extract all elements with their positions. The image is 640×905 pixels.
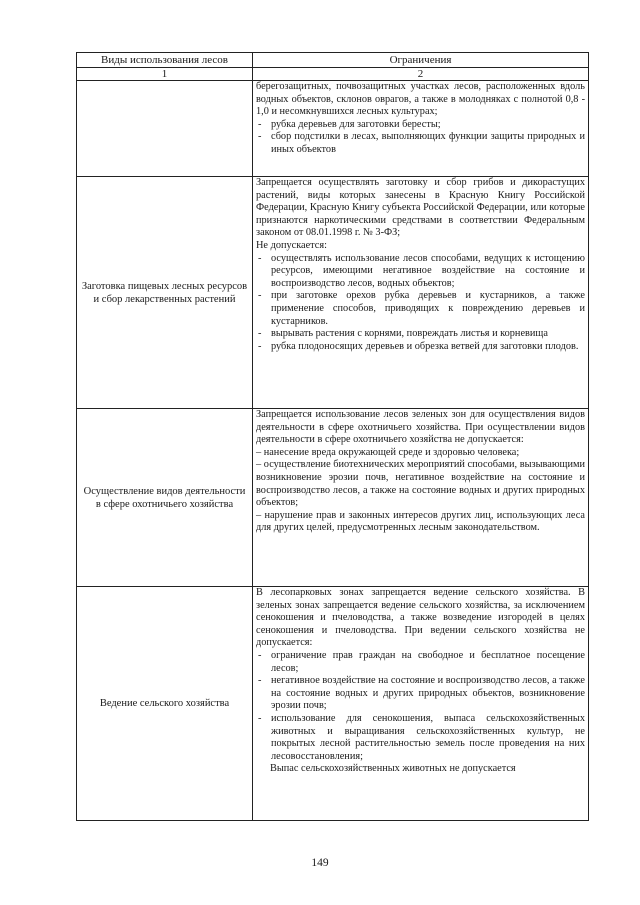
- restriction-list-item: - сбор подстилки в лесах, выполняющих функции защиты природных и иных объектов: [256, 131, 585, 156]
- usage-type-cell: [77, 81, 253, 177]
- restriction-list-item: - рубка плодоносящих деревьев и обрезка ветвей для заготовки плодов.: [256, 341, 585, 354]
- restriction-paragraph: берегозащитных, почвозащитных участках лесов, расположенных вдоль водных объектов, склонов оврагов, а также в молодняках с полнотой 0,8 - 1,0 и несомкнувшихся лесных культурах;: [256, 81, 585, 118]
- restrictions-cell: [253, 81, 589, 177]
- table-row: [77, 409, 589, 587]
- restrictions-cell: [253, 587, 589, 821]
- restriction-paragraph: Запрещается использование лесов зеленых зон для осуществления видов деятельности в сфере охотничьего хозяйства. При осуществлении видов деятельности в сфере охотничьего хозяйства не допускается:: [256, 409, 585, 446]
- header-restrictions: Ограничения: [253, 53, 589, 68]
- page-number: 149: [311, 857, 329, 869]
- restriction-paragraph: В лесопарковых зонах запрещается ведение сельского хозяйства. В зеленых зонах запрещается ведение сельского хозяйства, за исключением сенокошения и пчеловодства, а также возведение изгородей в целях сенокошения и пчеловодства. При ведении сельского хозяйства не допускается:: [256, 587, 585, 649]
- restriction-paragraph: – нанесение вреда окружающей среде и здоровью человека;: [256, 446, 520, 458]
- restriction-paragraph: – осуществление биотехнических мероприятий способами, вызывающими возникновение эрозии почв, негативное воздействие на состояние и воспроизводство лесов, а также на состояние водных и других природных объектов;: [256, 459, 585, 509]
- restrictions-table: [76, 52, 589, 821]
- restrictions-cell: [253, 177, 589, 409]
- usage-type-cell: Ведение сельского хозяйства: [77, 587, 253, 821]
- usage-type-cell: Заготовка пищевых лесных ресурсов и сбор лекарственных растений: [77, 177, 253, 409]
- header-usage-types: Виды использования лесов: [77, 53, 253, 68]
- restriction-list-item: - рубка деревьев для заготовки бересты;: [256, 119, 585, 132]
- restriction-list-item: - ограничение прав граждан на свободное и бесплатное посещение лесов;: [256, 650, 585, 675]
- restriction-list: [256, 119, 585, 157]
- header-row: [77, 53, 589, 68]
- restriction-paragraph: Запрещается осуществлять заготовку и сбор грибов и дикорастущих растений, виды которых занесены в Красную Книгу Российской Федерации, Красную Книгу субъекта Российской Федерации, или которые признаются наркотическими средствами в соответствии Федеральным законом от 08.01.1998 г. № 3-ФЗ;: [256, 177, 585, 239]
- table-row: [77, 177, 589, 409]
- restriction-list-item: - негативное воздействие на состояние и воспроизводство лесов, а также на состояние водных и других природных объектов, возникновение эрозии почв;: [256, 675, 585, 713]
- restriction-paragraph: – нарушение прав и законных интересов других лиц, использующих леса для других целей, предусмотренных лесным законодательством.: [256, 509, 585, 534]
- restriction-list-item: - использование для сенокошения, выпаса сельскохозяйственных животных и выращивания сельскохозяйственных культур, не покрытых лесной растительностью земель после проведения на них лесовосстановления;: [256, 713, 585, 763]
- restriction-list-item: - вырывать растения с корнями, повреждать листья и корневища: [256, 328, 585, 341]
- restrictions-cell: [253, 409, 589, 587]
- restriction-list-item: - осуществлять использование лесов способами, ведущих к истощению ресурсов, имеющими негативное воздействие на состояние и воспроизводство лесов, водных объектов;: [256, 253, 585, 291]
- restriction-paragraph-continued: Выпас сельскохозяйственных животных не допускается: [270, 763, 516, 775]
- table-row: [77, 587, 589, 821]
- restriction-list: [256, 650, 585, 763]
- restriction-list-item: - при заготовке орехов рубка деревьев и кустарников, а также применение способов, приводящих к повреждению деревьев и кустарников.: [256, 290, 585, 328]
- column-number-row: [77, 68, 589, 81]
- restriction-list: [256, 253, 585, 354]
- column-number-2: 2: [253, 68, 589, 81]
- column-number-1: 1: [77, 68, 253, 81]
- restriction-paragraph: Не допускается:: [256, 239, 327, 251]
- usage-type-cell: Осуществление видов деятельности в сфере охотничьего хозяйства: [77, 409, 253, 587]
- table-row: [77, 81, 589, 177]
